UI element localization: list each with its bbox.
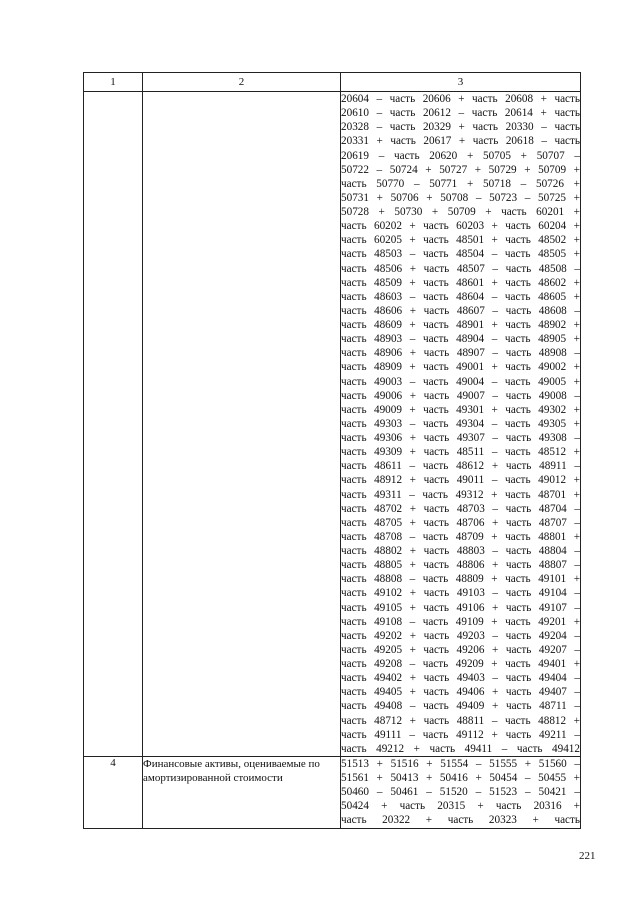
formula-line: часть 48606 + часть 48607 – часть 48608 –: [341, 304, 580, 317]
formula-line: часть 50770 – 50771 + 50718 – 50726 +: [341, 177, 580, 190]
formula-line: часть 48903 – часть 48904 – часть 48905 +: [341, 333, 580, 346]
formula-line: 20604 – часть 20606 + часть 20608 + часть: [341, 93, 580, 105]
formula-line: часть 48906 + часть 48907 – часть 48908 –: [341, 347, 580, 360]
formula-line: часть 49102 + часть 49103 – часть 49104 –: [341, 587, 580, 600]
row-description-cell: Финансовые активы, оцениваемые по амортизированной стоимости: [143, 756, 341, 828]
formula-line: часть 48611 – часть 48612 + часть 48911 –: [341, 460, 580, 473]
formula-line: 50460 – 50461 – 51520 – 51523 – 50421 –: [341, 786, 580, 799]
formula-line: часть 48802 + часть 48803 – часть 48804 –: [341, 545, 580, 557]
formula-line: 51513 + 51516 + 51554 – 51555 + 51560 –: [341, 757, 580, 770]
formula-cell: [341, 92, 581, 757]
table-row-continued: [84, 92, 581, 757]
formula-line: часть 48503 – часть 48504 – часть 48505 +: [341, 248, 580, 261]
formula-cell: [341, 756, 581, 828]
formula-line: часть 49003 – часть 49004 – часть 49005 +: [341, 375, 580, 388]
formula-line: часть 48702 + часть 48703 – часть 48704 –: [341, 502, 580, 515]
formula-line: 20328 – часть 20329 + часть 20330 – часть: [341, 121, 580, 134]
formula-line: часть 48912 + часть 49011 – часть 49012 +: [341, 474, 580, 487]
formula-line: часть 49108 – часть 49109 + часть 49201 +: [341, 615, 580, 628]
formula-line: 20331 + часть 20617 + часть 20618 – часть: [341, 135, 580, 148]
formula-line: часть 49405 + часть 49406 + часть 49407 –: [341, 686, 580, 699]
formula-line: 50731 + 50706 + 50708 – 50723 – 50725 +: [341, 191, 580, 204]
accounts-table: [83, 72, 581, 829]
formula-line: часть 49105 + часть 49106 + часть 49107 –: [341, 601, 580, 614]
formula-line: часть 48712 + часть 48811 – часть 48812 +: [341, 714, 580, 727]
formula-line: часть 49006 + часть 49007 – часть 49008 –: [341, 389, 580, 402]
formula-line: часть 48509 + часть 48601 + часть 48602 +: [341, 276, 580, 289]
table-header-row: [84, 73, 581, 92]
formula-line: часть 48909 + часть 49001 + часть 49002 +: [341, 361, 580, 374]
formula-line: часть 49111 – часть 49112 + часть 49211 –: [341, 728, 580, 741]
formula-line: 20619 – часть 20620 + 50705 + 50707 –: [341, 149, 580, 162]
formula-line: 50722 – 50724 + 50727 + 50729 + 50709 +: [341, 163, 580, 176]
table-row: [84, 756, 581, 828]
header-col-1: 1: [84, 73, 143, 92]
formula-line: часть 49408 – часть 49409 + часть 48711 –: [341, 700, 580, 713]
formula-line: часть 49205 + часть 49206 + часть 49207 –: [341, 643, 580, 656]
formula-line: часть 49208 – часть 49209 + часть 49401 +: [341, 658, 580, 670]
formula-line: часть 48708 – часть 48709 + часть 48801 +: [341, 530, 580, 543]
formula-line: часть 48609 + часть 48901 + часть 48902 +: [341, 319, 580, 331]
row-number-cell: 4: [84, 756, 143, 828]
formula-line: 50728 + 50730 + 50709 + часть 60201 +: [341, 206, 580, 218]
formula-line: часть 60202 + часть 60203 + часть 60204 +: [341, 220, 580, 233]
formula-line: часть 48506 + часть 48507 – часть 48508 –: [341, 262, 580, 275]
formula-line: 50424 + часть 20315 + часть 20316 +: [341, 800, 580, 813]
formula-line: часть 20322 + часть 20323 + часть: [341, 814, 580, 827]
formula-line: часть 48705 + часть 48706 + часть 48707 –: [341, 516, 580, 529]
formula-line: часть 48808 – часть 48809 + часть 49101 +: [341, 573, 580, 586]
formula-line: часть 49309 + часть 48511 – часть 48512 +: [341, 446, 580, 459]
formula-line: часть 49311 – часть 49312 + часть 48701 +: [341, 488, 580, 501]
formula-line: часть 49306 + часть 49307 – часть 49308 –: [341, 432, 580, 444]
formula-line: часть 49212 + часть 49411 – часть 49412: [341, 742, 580, 755]
formula-line: часть 49402 + часть 49403 – часть 49404 –: [341, 672, 580, 685]
header-col-3: 3: [341, 73, 581, 92]
row-number-cell: [84, 92, 143, 757]
formula-line: 20610 – часть 20612 – часть 20614 + часть: [341, 107, 580, 120]
header-col-2: 2: [143, 73, 341, 92]
row-description-cell: [143, 92, 341, 757]
formula-line: часть 48805 + часть 48806 + часть 48807 –: [341, 559, 580, 572]
formula-line: часть 48603 – часть 48604 – часть 48605 +: [341, 290, 580, 303]
formula-line: часть 49009 + часть 49301 + часть 49302 +: [341, 403, 580, 416]
formula-line: часть 49303 – часть 49304 – часть 49305 +: [341, 417, 580, 430]
formula-line: 51561 + 50413 + 50416 + 50454 – 50455 +: [341, 772, 580, 784]
formula-line: часть 60205 + часть 48501 + часть 48502 +: [341, 234, 580, 247]
page-number: 221: [579, 850, 596, 862]
formula-line: часть 49202 + часть 49203 – часть 49204 –: [341, 629, 580, 642]
